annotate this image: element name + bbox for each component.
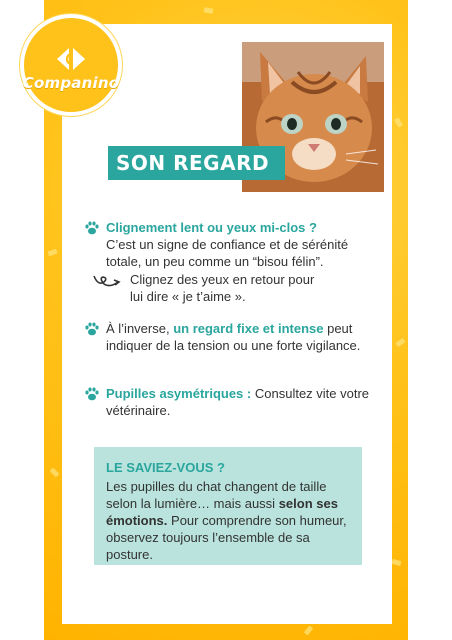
info-title: LE SAVIEZ-VOUS ? [106,460,225,475]
paw-icon [84,321,100,337]
tip-highlight: Clignement lent ou yeux mi-clos ? [106,220,317,235]
right-margin [434,0,452,640]
tip-slow-blink [86,219,376,304]
carrefour-logo-icon [54,45,88,73]
confetti [392,559,402,566]
paw-icon [84,220,100,236]
info-text [106,478,350,563]
tip-highlight: un regard fixe et intense [173,321,324,336]
companino-logo [20,14,122,116]
info-text-bold: selon ses émotions. [106,496,338,528]
confetti [204,7,214,13]
curly-arrow-icon [92,272,122,290]
confetti [394,117,403,127]
left-margin [0,0,18,640]
confetti [304,625,314,635]
tip-asymmetric-pupils [86,385,376,419]
tip-text: peut indiquer de la tension ou une forte vigilance. [106,321,361,353]
confetti [50,468,60,478]
tip-highlight: Pupilles asymétriques : [106,386,252,401]
info-text-before: Les pupilles du chat changent de taille selon la lumière… mais aussi [106,479,327,511]
confetti [395,338,405,347]
info-text-after: Pour comprendre son humeur, observez toujours l’ensemble de sa posture. [106,513,347,562]
subtip-text: Clignez des yeux en retour pour lui dire « je t’aime ». [130,272,315,304]
confetti [47,249,57,257]
tip-text: C’est un signe de confiance et de sérénité totale, un peu comme un “bisou félin”. [106,237,349,269]
did-you-know-box [94,447,362,565]
page-title: SON REGARD [108,146,285,180]
paw-icon [84,386,100,402]
tip-fixed-stare [86,320,376,354]
tip-text: Consultez vite votre vétérinaire. [106,386,370,418]
logo-text: Companino [22,73,120,92]
tip-prefix: À l’inverse, [106,321,170,336]
